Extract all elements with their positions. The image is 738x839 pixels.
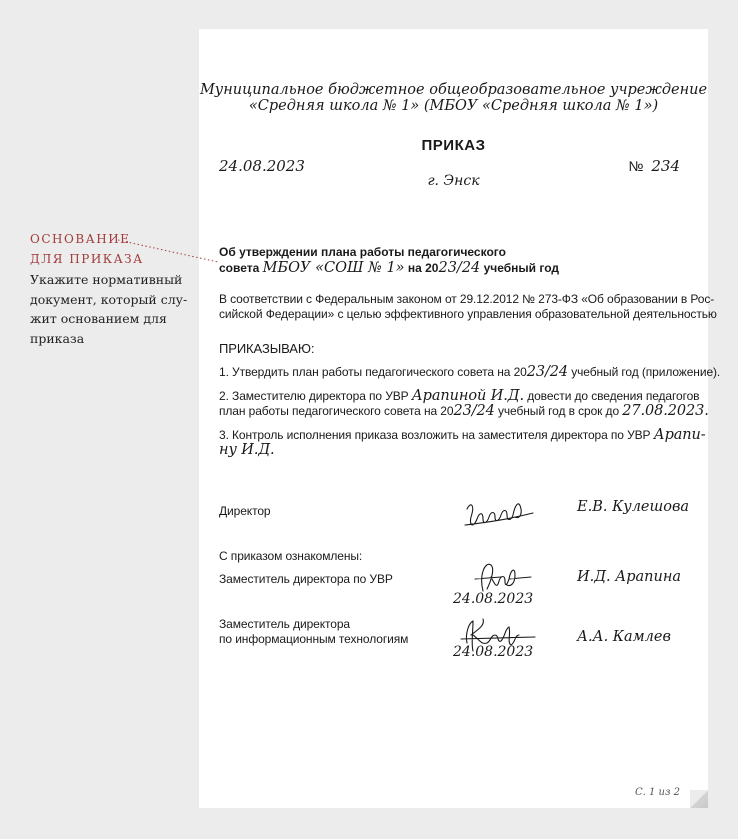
- order-item-2-line-2: план работы педагогического совета на 2023/24 учебный год в срок до 27.08.2023.: [219, 403, 709, 419]
- order-word: ПРИКАЗЫВАЮ:: [219, 341, 315, 356]
- deputy1-title: Заместитель директора по УВР: [219, 572, 393, 586]
- deputy1-name: И.Д. Арапина: [577, 569, 682, 585]
- basis-line-1: В соответствии с Федеральным законом от 29.12.2012 № 273-ФЗ «Об образовании в Рос-: [219, 292, 715, 306]
- deputy2-date: 24.08.2023: [453, 644, 534, 660]
- org-name-line-1: Муниципальное бюджетное общеобразовательное учреждение: [199, 82, 708, 98]
- document-date: 24.08.2023: [219, 157, 305, 175]
- basis-line-2: сийской Федерации» с целью эффективного управления образовательной деятельностью: [219, 307, 717, 321]
- subject-line-2: совета МБОУ «СОШ № 1» на 2023/24 учебный год: [219, 260, 560, 276]
- order-item-1: 1. Утвердить план работы педагогического совета на 2023/24 учебный год (приложение).: [219, 364, 721, 380]
- order-item-2-line-1: 2. Заместителю директора по УВР Арапиной И.Д. довести до сведения педагогов: [219, 388, 700, 404]
- deputy1-date: 24.08.2023: [453, 591, 534, 607]
- subject-line-1: Об утверждении плана работы педагогического: [219, 245, 506, 259]
- director-name: Е.В. Кулешова: [577, 499, 690, 515]
- page-number: С. 1 из 2: [635, 787, 680, 798]
- deputy2-title-line-2: по информационным технологиям: [219, 632, 409, 646]
- director-title: Директор: [219, 504, 271, 518]
- acquainted-caption: С приказом ознакомлены:: [219, 549, 363, 563]
- annotation-text: Укажите нормативный документ, который слу- жит основанием для приказа: [30, 272, 188, 346]
- order-item-3-line-2: ну И.Д.: [219, 442, 275, 458]
- document-title: ПРИКАЗ: [421, 137, 486, 154]
- document-number: № 234: [628, 157, 680, 175]
- annotation-heading: ОСНОВАНИЕ: [30, 232, 131, 246]
- deputy2-name: А.А. Камлев: [577, 629, 671, 645]
- order-item-3-line-1: 3. Контроль исполнения приказа возложить на заместителя директора по УВР Арапи-: [219, 427, 706, 443]
- org-name-line-2: «Средняя школа № 1» (МБОУ «Средняя школа № 1»): [248, 98, 659, 114]
- document-city: г. Энск: [427, 173, 480, 189]
- deputy2-title-line-1: Заместитель директора: [219, 617, 350, 631]
- annotation-heading-2: ДЛЯ ПРИКАЗА: [30, 252, 144, 266]
